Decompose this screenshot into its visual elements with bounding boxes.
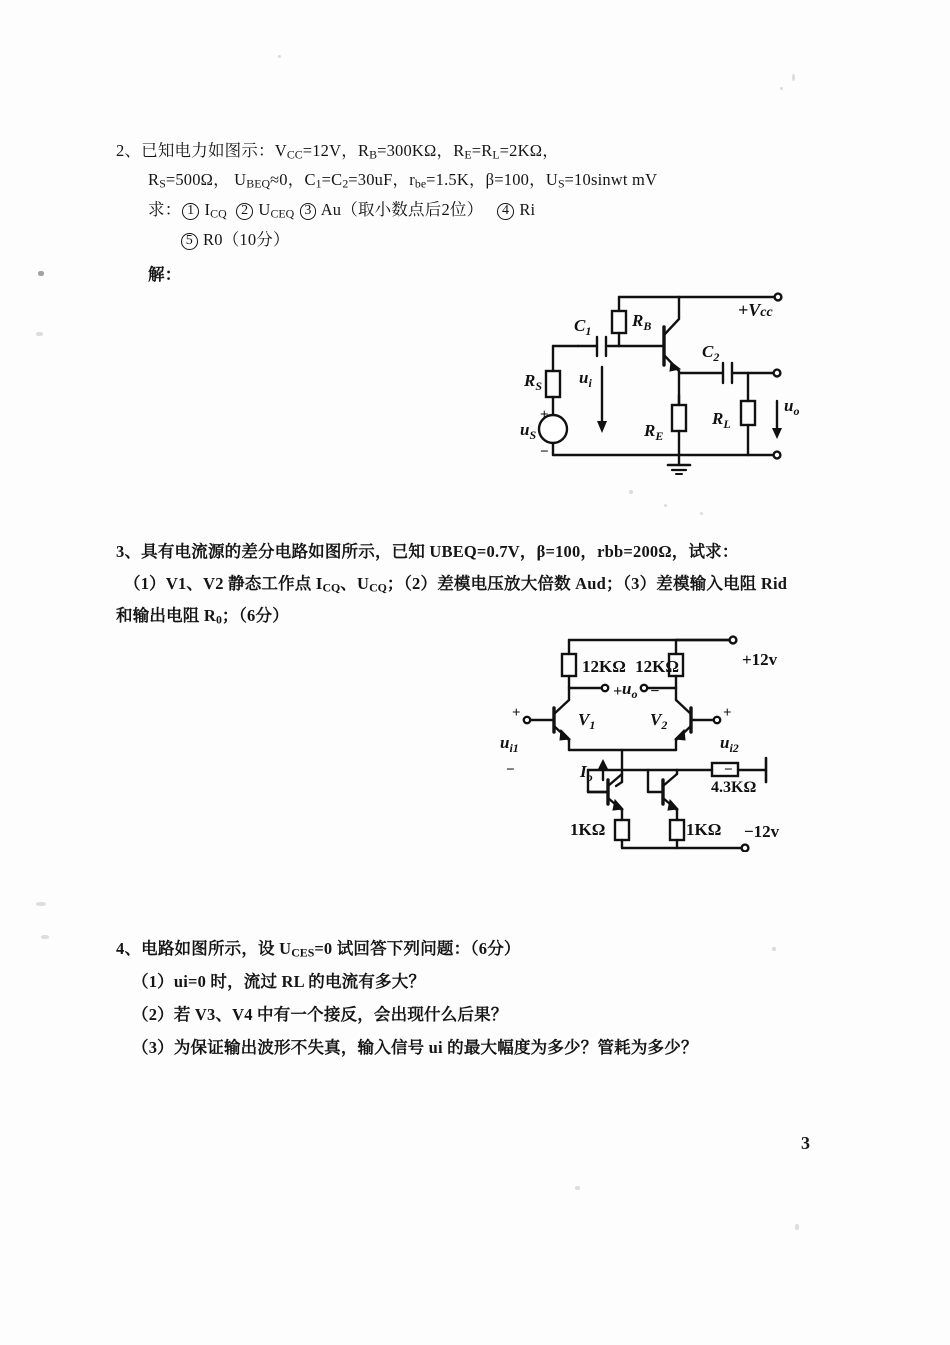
p2-rbe-sub: be (414, 176, 427, 191)
problem-4-line-2: （1）ui=0 时，流过 RL 的电流有多大？ (132, 972, 426, 991)
scan-speckle (278, 55, 281, 58)
p2-l2-usval: =10sinwt mV (564, 170, 658, 189)
problem-4-line-3: （2）若 V3、V4 中有一个接反，会出现什么后果？ (132, 1005, 508, 1024)
label-v2: $V_2$ (650, 710, 668, 732)
problem-2-line-4 (180, 228, 290, 253)
label-ui1: $u_{i1}$ (500, 733, 519, 755)
p2-item2: U (254, 200, 271, 219)
label-r43: 4.3KΩ (711, 779, 757, 796)
label-rc2: 12KΩ (635, 657, 679, 676)
p2-l2-rs: R (148, 170, 160, 189)
p3-icq-sub: CQ (322, 580, 341, 595)
p2-icq-sub: CQ (210, 206, 227, 221)
p3-l2-p2: 、U (340, 574, 370, 593)
label-c1: $C_1$ (574, 316, 592, 338)
label-ui1-minus: − (506, 762, 515, 778)
label-rs: $R_S$ (524, 371, 543, 393)
label-uo: $u_o$ (784, 396, 800, 418)
p3-r0-sub: 0 (215, 612, 222, 627)
p2-uceq-sub: CEQ (270, 206, 295, 221)
label-c2: $C_2$ (702, 342, 720, 364)
p2-vcc-sub: CC (286, 147, 303, 162)
list-marker-5: 5 (181, 233, 198, 250)
label-ui1-plus: + (512, 705, 521, 721)
scan-speckle (41, 935, 49, 939)
p3-ucq-sub: CQ (369, 580, 387, 595)
label-v1: $V_1$ (578, 710, 596, 732)
p2-item3: Au（取小数点后2位） (317, 200, 484, 219)
scan-speckle (36, 902, 46, 906)
label-ui2-minus: − (724, 762, 733, 778)
problem-2-line-3 (148, 198, 535, 223)
p2-l2-rsval: =500Ω， U (165, 170, 247, 189)
label-re2: 1KΩ (686, 820, 722, 839)
p4-l1-lead: 4、电路如图所示，设 U (116, 939, 292, 958)
scan-speckle (792, 74, 795, 81)
label-uo: $u_o$ (622, 679, 638, 701)
p2-us-sub: S (557, 176, 565, 191)
p2-l1-rbval: =300KΩ，R (377, 141, 465, 160)
scan-speckle (772, 947, 776, 951)
p2-l1-lead: 2、已知电力如图示：V (116, 141, 287, 160)
scan-speckle (38, 271, 44, 276)
problem-3-line-1: 3、具有电流源的差分电路如图所示，已知 UBEQ=0.7V，β=100，rbb=200Ω，试求： (116, 542, 739, 561)
p3-l2-p1: （1）V1、V2 静态工作点 I (124, 574, 323, 593)
p4-l1-tail: =0 试回答下列问题：（6分） (314, 939, 521, 958)
label-re1: 1KΩ (570, 820, 606, 839)
p2-c1-sub: 1 (315, 176, 322, 191)
label-io: $I_o$ (580, 762, 593, 784)
label-rl: $R_L$ (712, 409, 731, 431)
list-marker-3: 3 (300, 203, 317, 220)
problem-3-line-2 (124, 572, 787, 597)
label-re: $R_E$ (644, 421, 664, 443)
p2-re-sub: E (464, 147, 472, 162)
p2-item5: R0（10分） (198, 230, 290, 249)
list-marker-1: 1 (182, 203, 199, 220)
scan-speckle (664, 504, 667, 507)
p2-l1-remid: =R (471, 141, 493, 160)
p3-l3-p1: 和输出电阻 R (116, 606, 216, 625)
problem-2-line-1 (116, 139, 559, 164)
circuit-diagram-differential-amplifier (490, 622, 820, 852)
p2-l2-ubeqval: ≈0，C (270, 170, 316, 189)
page-number: 3 (801, 1133, 810, 1153)
p3-l3-p2: ；（6分） (221, 606, 289, 625)
problem-3-line-3 (116, 604, 289, 629)
scan-speckle (700, 512, 703, 515)
scan-speckle (575, 1186, 580, 1190)
p2-l2-rbeval: =1.5K，β=100，U (426, 170, 558, 189)
label-vcc: +Vcc (738, 300, 773, 320)
label-ui2: $u_{i2}$ (720, 733, 739, 755)
p2-l3-lead: 求： (148, 200, 182, 219)
list-marker-2: 2 (236, 203, 253, 220)
label-rb: $R_B$ (632, 311, 652, 333)
p2-ubeq-sub: BEQ (246, 176, 271, 191)
label-uo-plus: + (613, 683, 623, 700)
p3-l2-p3: ；（2）差模电压放大倍数 Aud；（3）差模输入电阻 Rid (386, 574, 788, 593)
scan-speckle (795, 1224, 799, 1230)
label-us: $u_S$ (520, 420, 537, 442)
p2-l2-cval: =30uF，r (348, 170, 415, 189)
p2-item1: I (200, 200, 211, 219)
list-marker-4: 4 (497, 203, 514, 220)
p4-ces-sub: CES (291, 945, 315, 960)
label-vee: −12v (744, 822, 780, 841)
p2-l2-cmid: =C (321, 170, 343, 189)
circuit-diagram-emitter-follower (516, 283, 828, 483)
label-rc1: 12KΩ (582, 657, 626, 676)
p2-rl-sub: L (492, 147, 500, 162)
label-ui2-plus: + (723, 705, 732, 721)
label-source-minus: − (540, 444, 549, 460)
p2-c2-sub: 2 (342, 176, 349, 191)
label-vcc: +12v (742, 650, 778, 669)
label-uo-minus: − (650, 683, 660, 700)
problem-4-line-4: （3）为保证输出波形不失真，输入信号 ui 的最大幅度为多少？管耗为多少？ (132, 1038, 698, 1057)
p2-l1-rlval: =2KΩ， (499, 141, 559, 160)
solution-label: 解： (148, 265, 182, 284)
p2-l1-vval: =12V，R (302, 141, 370, 160)
scan-speckle (36, 332, 43, 336)
label-ui: $u_i$ (579, 368, 592, 390)
scan-speckle (780, 87, 783, 90)
p2-item4: Ri (515, 200, 536, 219)
p2-rs-sub: S (159, 176, 166, 191)
scan-speckle (629, 490, 633, 494)
label-source-plus: + (540, 407, 549, 423)
problem-4-line-1 (116, 937, 521, 962)
p2-rb-sub: B (369, 147, 378, 162)
problem-2-line-2 (148, 168, 657, 193)
